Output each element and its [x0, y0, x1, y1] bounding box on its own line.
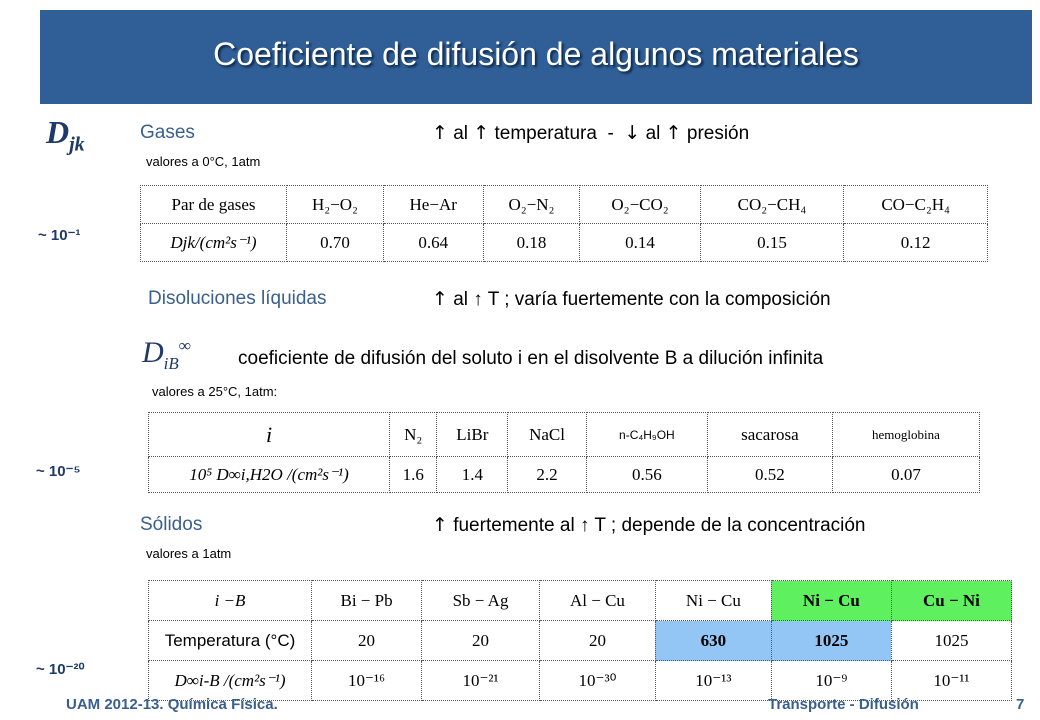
table-cell: 10⁻¹¹: [891, 661, 1011, 701]
gases-conditions: valores a 0°C, 1atm: [146, 154, 261, 169]
table-row: [149, 661, 1012, 701]
liquids-table: [148, 412, 980, 493]
solids-table: [148, 580, 1012, 701]
table-cell: 20: [539, 621, 655, 661]
table-header-cell: n-C₄H₉OH: [586, 413, 707, 457]
table-cell: 10⁻³⁰: [539, 661, 655, 701]
table-cell: 10⁻⁹: [771, 661, 891, 701]
table-cell: 20: [422, 621, 540, 661]
footer-topic: Transporte - Difusión: [768, 696, 919, 713]
table-header-cell: He−Ar: [383, 186, 483, 224]
table-header-cell: CO₂−CH₄: [700, 186, 844, 224]
table-cell: 1.4: [437, 457, 508, 493]
table-cell: 10⁻¹³: [655, 661, 771, 701]
gases-table: [140, 185, 988, 262]
table-cell: 1.6: [390, 457, 437, 493]
table-header-cell: i: [149, 413, 390, 457]
table-header-cell: NaCl: [508, 413, 587, 457]
table-header-cell: hemoglobina: [832, 413, 979, 457]
table-header-cell: CO−C₂H₄: [844, 186, 988, 224]
table-header-cell: O₂−CO₂: [580, 186, 700, 224]
table-cell: 0.18: [483, 224, 580, 262]
table-header-cell: LiBr: [437, 413, 508, 457]
table-header-cell-highlight: Cu − Ni: [891, 581, 1011, 621]
solids-trend: ↑ fuertemente al ↑ T ; depende de la concentración: [432, 514, 866, 536]
table-cell-highlight: 1025: [771, 621, 891, 661]
table-cell: 20: [312, 621, 422, 661]
table-row-label: Djk/(cm²s⁻¹): [141, 224, 287, 262]
table-cell: 0.07: [832, 457, 979, 493]
table-row-label: D∞i-B /(cm²s⁻¹): [149, 661, 312, 701]
table-cell: 0.64: [383, 224, 483, 262]
table-header-cell: Sb − Ag: [422, 581, 540, 621]
table-cell: 0.52: [707, 457, 832, 493]
table-header-cell: Par de gases: [141, 186, 287, 224]
table-cell: 0.12: [844, 224, 988, 262]
table-header-cell: Al − Cu: [539, 581, 655, 621]
table-cell: 2.2: [508, 457, 587, 493]
table-row: [149, 413, 980, 457]
liquids-order: ~ 10⁻⁵: [36, 463, 81, 480]
table-header-cell: sacarosa: [707, 413, 832, 457]
title-bar: [40, 10, 1032, 104]
gases-order: ~ 10⁻¹: [38, 227, 81, 244]
gases-trend: ↑ al ↑ temperatura - ↓ al ↑ presión: [432, 122, 750, 144]
table-header-cell: Ni − Cu: [655, 581, 771, 621]
gases-label: Gases: [140, 122, 195, 143]
liquids-symbol: $D_{iB}^\infty$: [142, 336, 191, 373]
liquids-trend: ↑ al ↑ T ; varía fuertemente con la composición: [432, 288, 831, 310]
table-header-cell: O₂−N₂: [483, 186, 580, 224]
solids-order: ~ 10⁻²⁰: [36, 661, 85, 678]
table-row-label: Temperatura (°C): [149, 621, 312, 661]
table-header-cell: N₂: [390, 413, 437, 457]
footer-course: UAM 2012-13. Química Física.: [66, 696, 278, 713]
table-cell: 0.14: [580, 224, 700, 262]
table-row: [149, 457, 980, 493]
footer-page-number: 7: [1016, 696, 1025, 713]
liquids-conditions: valores a 25°C, 1atm:: [152, 384, 278, 399]
table-header-cell: Bi − Pb: [312, 581, 422, 621]
table-cell-highlight: 630: [655, 621, 771, 661]
solids-conditions: valores a 1atm: [146, 546, 232, 561]
liquids-description: coeficiente de difusión del soluto i en el disolvente B a dilución infinita: [238, 348, 824, 369]
table-cell: 1025: [891, 621, 1011, 661]
table-cell: 10⁻²¹: [422, 661, 540, 701]
table-cell: 0.15: [700, 224, 844, 262]
table-row-label: 10⁵ D∞i,H2O /(cm²s⁻¹): [149, 457, 390, 493]
table-header-cell-highlight: Ni − Cu: [771, 581, 891, 621]
table-row: [141, 186, 988, 224]
table-header-cell: i −B: [149, 581, 312, 621]
liquids-label: Disoluciones líquidas: [148, 288, 327, 309]
table-cell: 0.70: [287, 224, 384, 262]
table-cell: 10⁻¹⁶: [312, 661, 422, 701]
table-row: [149, 621, 1012, 661]
table-cell: 0.56: [586, 457, 707, 493]
table-header-cell: H₂−O₂: [287, 186, 384, 224]
solids-label: Sólidos: [140, 514, 203, 535]
gases-symbol: $D_{jk}$: [46, 114, 85, 156]
table-row: [141, 224, 988, 262]
page-title: Coeficiente de difusión de algunos materiales: [213, 36, 859, 72]
table-row: [149, 581, 1012, 621]
